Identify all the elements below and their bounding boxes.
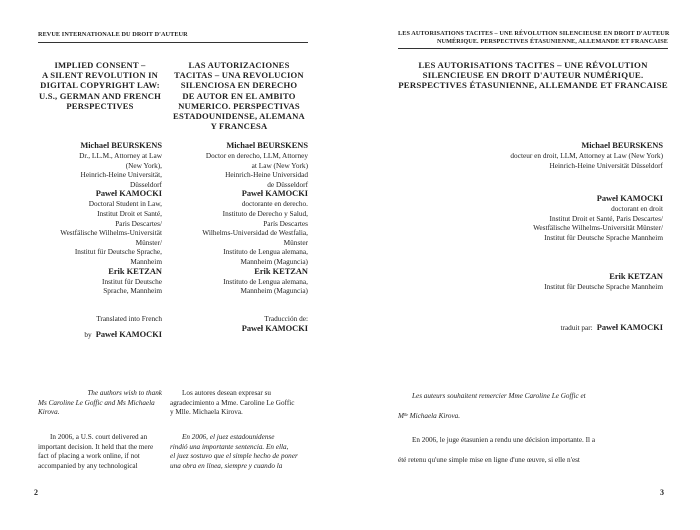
affiliation-line: Heinrich-Heine Universität Düsseldorf (549, 160, 663, 170)
affiliation-line: Institut Droit et Santé, (97, 208, 162, 218)
english-translator (38, 314, 162, 342)
french-body (398, 430, 668, 470)
footnote-line: Los autores desean expresar su (182, 389, 272, 397)
body-line: été retenu qu'une simple mise en ligne d'une œuvre, si elle n'est (398, 456, 580, 464)
left-running-header: REVUE INTERNATIONALE DU DROIT D'AUTEUR (38, 31, 188, 38)
left-header-rule (38, 42, 308, 43)
footnote-line: y Mlle. Michaela Kirova. (170, 408, 243, 417)
author-name: Michael BEURSKENS (581, 141, 663, 150)
author-name: Michael BEURSKENS (80, 141, 162, 150)
body-line: important decision. It held that the mere (38, 442, 154, 451)
affiliation-line: Instituto de Lengua alemana, (223, 247, 308, 257)
affiliation-line: Westfälische Wilhelms-Universität (60, 228, 162, 238)
affiliation-line: Münster/ (135, 237, 162, 247)
affiliation-line: Düsseldorf (129, 179, 162, 189)
author-name: Erik KETZAN (609, 272, 663, 281)
affiliation-line: Dr., LL.M., Attorney at Law (79, 151, 162, 160)
affiliation-line: Instituto de Lengua alemana, (223, 276, 308, 286)
affiliation-line: doctorant en droit (611, 204, 663, 213)
french-author-2 (398, 194, 663, 242)
affiliation-line: Westfälische Wilhelms-Universität Münster/ (533, 223, 663, 233)
affiliation-line: Wilhelms-Universidad de Westfalia, (202, 228, 308, 238)
title-line: Y FRANCESA (210, 121, 268, 132)
translated-label: Traducción de: (264, 314, 308, 323)
right-page-number: 3 (660, 488, 664, 497)
english-body (38, 433, 162, 471)
footnote-line: The authors wish to thank (87, 389, 162, 397)
header-line: LES AUTORISATIONS TACITES – UNE RÉVOLUTION SILENCIEUSE EN DROIT D'AUTEUR (398, 30, 670, 37)
translator-name: Paweł KAMOCKI (596, 323, 663, 332)
affiliation-line: París Descartes (263, 218, 308, 228)
title-line: PERSPECTIVES (66, 100, 134, 111)
spanish-authors (170, 141, 308, 296)
affiliation-line: Mannheim (Maguncia) (240, 256, 308, 266)
translator-name: Paweł KAMOCKI (95, 329, 162, 339)
body-line: In 2006, a U.S. court delivered an (50, 433, 148, 441)
title-line: DIGITAL COPYRIGHT LAW: (40, 80, 160, 91)
title-line: SILENCIEUSE EN DROIT D'AUTEUR NUMÉRIQUE. (422, 70, 644, 81)
affiliation-line: Heinrich-Heine Universidad (225, 170, 308, 180)
author-name: Paweł KAMOCKI (596, 194, 663, 203)
title-line: A SILENT REVOLUTION IN (41, 70, 159, 81)
author-name: Erik KETZAN (108, 266, 162, 276)
french-footnote (398, 386, 668, 426)
french-title (398, 60, 668, 91)
title-line: SILENCIOSA EN DERECHO (180, 80, 298, 91)
body-line: En 2006, le juge étasunien a rendu une décision importante. Il a (412, 436, 596, 444)
author-name: Michael BEURSKENS (226, 141, 308, 150)
affiliation-line: docteur en droit, LLM, Attorney at Law (New York) (510, 151, 663, 160)
by-label: by (84, 329, 92, 339)
footnote-line: agradecimiento a Mme. Caroline Le Goffic (170, 398, 295, 407)
body-line: rindió una importante sentencia. En ella, (170, 442, 289, 451)
title-line: IMPLIED CONSENT – (54, 60, 146, 70)
affiliation-line: Institut für Deutsche Sprache Mannheim (544, 282, 663, 291)
title-line: PERSPECTIVES ÉTASUNIENNE, ALLEMANDE ET FRANCAISE (398, 80, 668, 91)
spanish-translator (170, 314, 308, 334)
affiliation-line: doctorante en derecho. (241, 199, 308, 209)
footnote-line: Ms Caroline Le Goffic and Ms Michaela (38, 398, 155, 407)
footnote-line: Les auteurs souhaitent remercier Mme Caroline Le Goffic et (412, 392, 586, 400)
affiliation-line: Instituto de Derecho y Salud, (222, 208, 308, 218)
body-line: fact of placing a work online, if not (38, 452, 140, 461)
right-header-rule (398, 48, 668, 49)
affiliation-line: Doctor en derecho, LLM, Attorney (205, 151, 308, 160)
translated-label: Translated into French (96, 314, 162, 323)
header-line: NUMÉRIQUE. PERSPECTIVES ÉTASUNIENNE, ALLEMANDE ET FRANCAISE (436, 37, 668, 45)
affiliation-line: Münster (283, 237, 308, 247)
title-line: NUMERICO. PERSPECTIVAS (178, 100, 300, 111)
spanish-body (170, 433, 308, 471)
affiliation-line: Heinrich-Heine Universität, (80, 170, 162, 180)
author-name: Paweł KAMOCKI (241, 189, 308, 199)
translated-label: traduit par: (560, 323, 593, 332)
french-author-1 (398, 141, 663, 170)
title-line: DE AUTOR EN EL AMBITO (182, 90, 296, 101)
french-author-3 (398, 272, 663, 292)
affiliation-line: Mannheim (Maguncia) (240, 286, 308, 296)
spanish-footnote (170, 389, 308, 418)
affiliation-line: Institut für Deutsche Sprache Mannheim (544, 232, 663, 242)
body-line: accompanied by any technological (38, 461, 138, 470)
affiliation-line: Institut für Deutsche (102, 276, 162, 286)
affiliation-line: Institut für Deutsche Sprache, (74, 247, 162, 257)
english-footnote (38, 389, 162, 418)
affiliation-line: (New York), (125, 160, 162, 170)
affiliation-line: de Düsseldorf (267, 179, 308, 189)
spanish-title (170, 60, 308, 131)
affiliation-line: Sprache, Mannheim (103, 286, 162, 296)
right-running-header (398, 30, 668, 45)
affiliation-line: Mannheim (130, 256, 162, 266)
title-line: TACITAS – UNA REVOLUCION (174, 70, 304, 81)
author-name: Paweł KAMOCKI (95, 189, 162, 199)
title-line: LAS AUTORIZACIONES (188, 60, 290, 70)
translator-name: Paweł KAMOCKI (241, 323, 308, 333)
french-translator (398, 317, 663, 335)
affiliation-line: Paris Descartes/ (115, 218, 162, 228)
body-line: En 2006, el juez estadounidense (182, 433, 275, 441)
affiliation-line: at Law (New York) (251, 160, 308, 170)
author-name: Erik KETZAN (254, 266, 308, 276)
affiliation-line: Doctoral Student in Law, (88, 199, 162, 209)
left-page-number: 2 (34, 488, 38, 497)
footnote-line: Mˡˡᵉ Michaela Kirova. (398, 412, 461, 420)
title-line: ESTADOUNIDENSE, ALEMANA (173, 111, 305, 122)
footnote-line: Kirova. (38, 408, 60, 417)
affiliation-line: Institut Droit et Santé, Paris Descartes/ (549, 213, 663, 223)
body-line: el juez sostuvo que el simple hecho de poner (170, 452, 298, 461)
title-line: LES AUTORISATIONS TACITES – UNE RÉVOLUTION (418, 60, 648, 70)
body-line: una obra en línea, siempre y cuando la (170, 461, 283, 470)
title-line: U.S., GERMAN AND FRENCH (38, 90, 162, 101)
english-title (38, 60, 162, 111)
english-authors (38, 141, 162, 296)
